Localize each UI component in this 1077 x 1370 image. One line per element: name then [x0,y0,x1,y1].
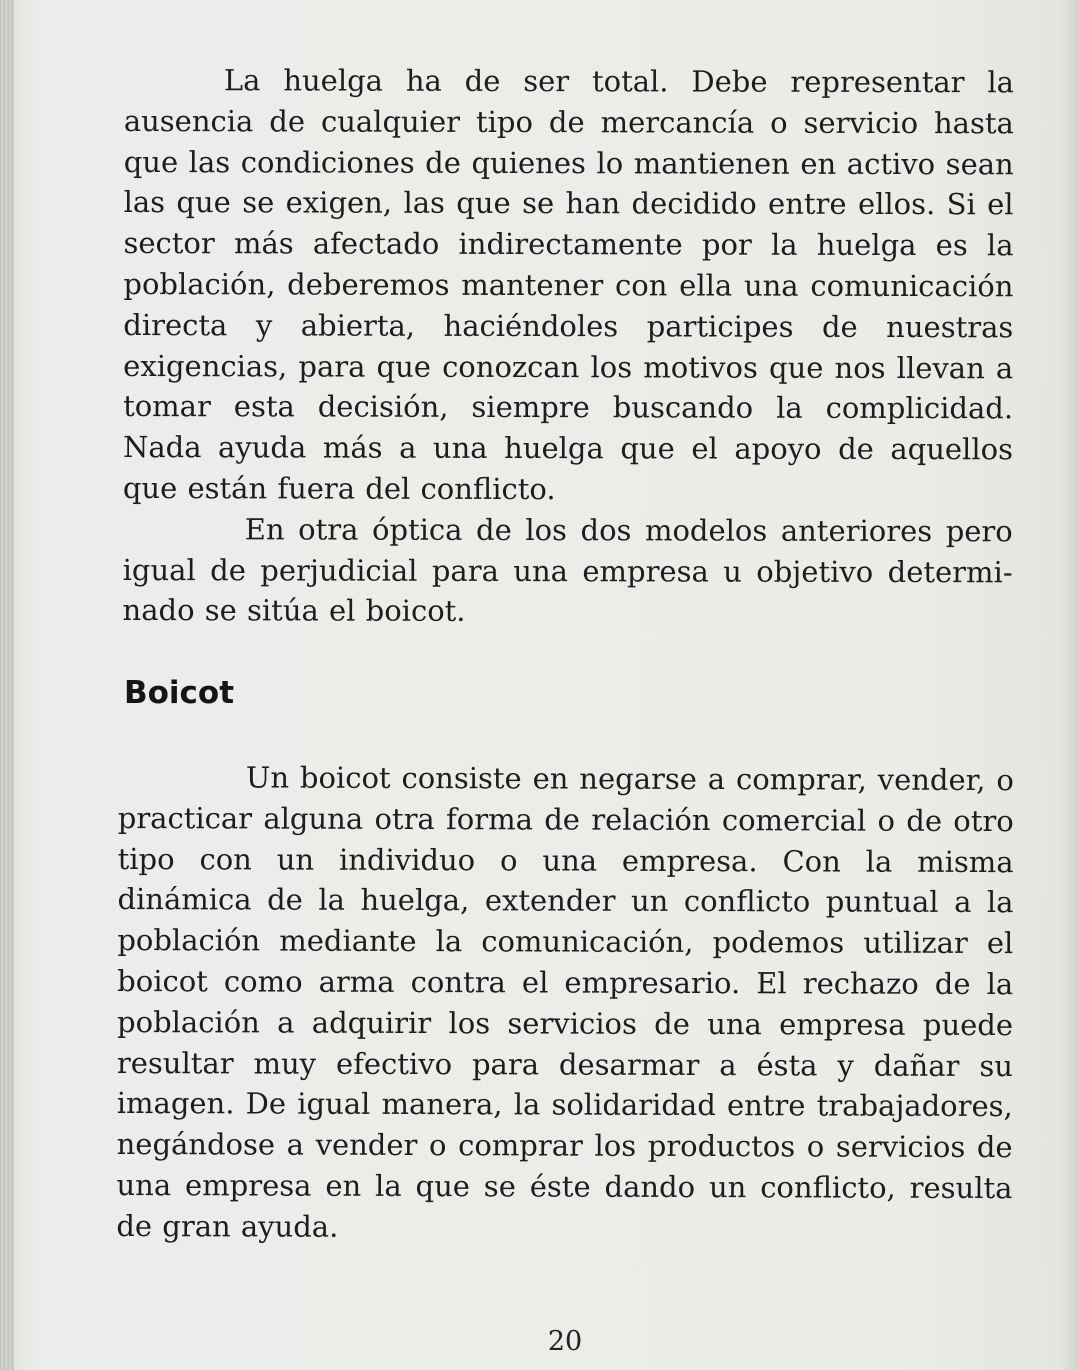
text-block-top [123,60,1014,633]
section-heading-boicot: Boicot [124,675,235,711]
text-block-bottom [116,757,1014,1250]
paragraph-boicot-definition: Un boicot consiste en negarse a comprar, vender, o practicar alguna otra forma de relación comercial o de otro tipo con un individuo o una empresa. Con la misma dinámica de la huelga, extender un conflicto puntual a la población mediante la comunicación, podemos utilizar el boicot como arma contra el empresario. El rechazo de la población a adquirir los servicios de una empresa puede resultar muy efectivo para desarmar a ésta y dañar su imagen. De igual manera, la solidaridad entre trabajadores, negándose a vender o comprar los productos o servicios de una empresa en la que se éste dando un conflicto, resulta de gran ayuda. [116,760,1014,1244]
book-spine-edge [0,0,14,1370]
paragraph-boicot-intro: En otra óptica de los dos modelos anteriores pero igual de perjudicial para una empresa u objetivo determinado se sitúa el boicot. [122,512,1013,629]
page-number: 20 [547,1326,583,1357]
paragraph-huelga: La huelga ha de ser total. Debe representar la ausencia de cualquier tipo de mercancía o servicio hasta que las condiciones de quienes lo mantienen en activo sean las que se exigen, las que se han decidido entre ellos. Si el sector más afectado indirectamente por la huelga es la población, deberemos mantener con ella una comunicación directa y abierta, haciéndoles participes de nuestras exigencias, para que conozcan los motivos que nos llevan a tomar esta decisión, siempre buscando la complicidad. Nada ayuda más a una huelga que el apoyo de aquellos que están fuera del conflicto. [122,63,1014,507]
